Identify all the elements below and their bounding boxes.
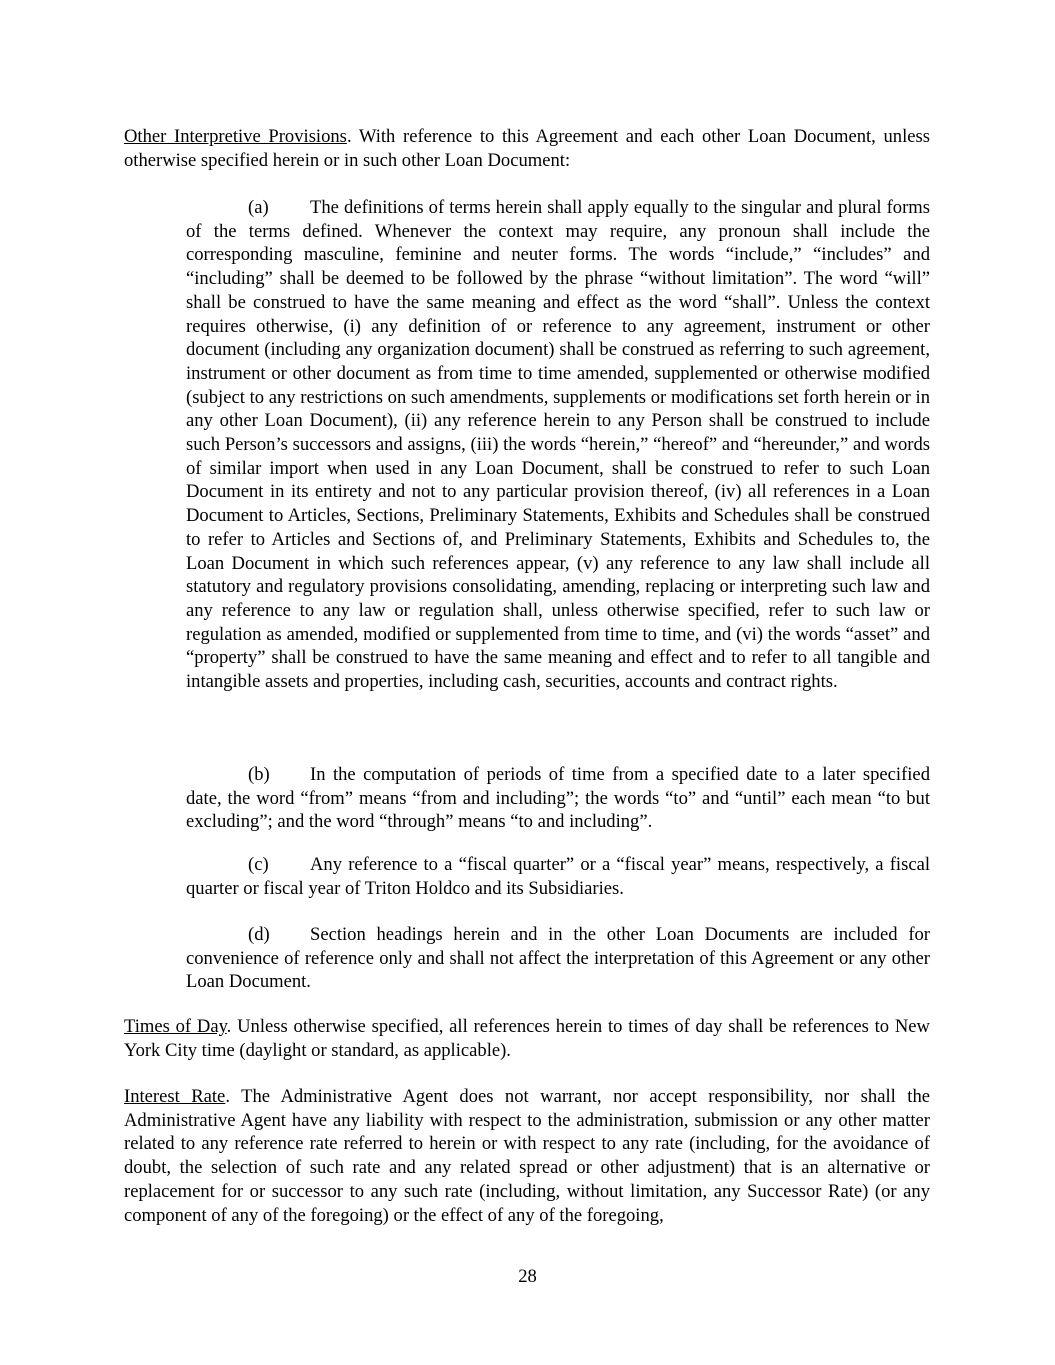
interpretive-provisions-intro: . With reference to this Agreement and each other Loan Document, unless otherwise specified herein or in such other Loan Document: [124,126,930,171]
clause-d-label: (d) [248,924,270,945]
interest-rate-heading: Interest Rate [124,1086,226,1107]
clause-c-text: Any reference to a “fiscal quarter” or a “fiscal year” means, respectively, a fiscal quarter or fiscal year of Triton Holdco and its Subsidiaries. [186,854,930,899]
clause-d [186,923,930,994]
page-number: 28 [518,1266,537,1287]
interpretive-provisions-paragraph [124,125,930,172]
clause-a [186,196,930,694]
clause-b-text: In the computation of periods of time from a specified date to a later specified date, the word “from” means “from and including”; the words “to” and “until” each mean “to but excluding”; and the word “through” means “to and including”. [186,764,930,833]
clause-b [186,763,930,834]
interest-rate-paragraph [124,1085,930,1227]
interpretive-provisions-heading: Other Interpretive Provisions [124,126,347,147]
times-of-day-paragraph [124,1015,930,1062]
times-of-day-heading: Times of Day [124,1016,227,1037]
clause-a-label: (a) [248,197,269,218]
clause-b-label: (b) [248,764,270,785]
interest-rate-text: . The Administrative Agent does not warrant, nor accept responsibility, nor shall the Administrative Agent have any liability with respect to the administration, submission or any other matter related to any reference rate referred to herein or with respect to any rate (including, for the avoidance of doubt, the selection of such rate and any related spread or other adjustment) that is an alternative or replacement for or successor to any such rate (including, without limitation, any Successor Rate) (or any component of any of the foregoing) or the effect of any of the foregoing, [124,1086,930,1226]
clause-a-text: The definitions of terms herein shall apply equally to the singular and plural forms of the terms defined. Whenever the context may require, any pronoun shall include the corresponding masculine, feminine and neuter forms. The words “include,” “includes” and “including” shall be deemed to be followed by the phrase “without limitation”. The word “will” shall be construed to have the same meaning and effect as the word “shall”. Unless the context requires otherwise, (i) any definition of or reference to any agreement, instrument or other document (including any organization document) shall be construed as referring to such agreement, instrument or other document as from time to time amended, supplemented or otherwise modified (subject to any restrictions on such amendments, supplements or modifications set forth herein or in any other Loan Document), (ii) any reference herein to any Person shall be construed to include such Person’s successors and assigns, (iii) the words “herein,” “hereof” and “hereunder,” and words of similar import when used in any Loan Document, shall be construed to refer to such Loan Document in its entirety and not to any particular provision thereof, (iv) all references in a Loan Document to Articles, Sections, Preliminary Statements, Exhibits and Schedules shall be construed to refer to Articles and Sections of, and Preliminary Statements, Exhibits and Schedules to, the Loan Document in which such references appear, (v) any reference to any law shall include all statutory and regulatory provisions consolidating, amending, replacing or interpreting such law and any reference to any law or regulation shall, unless otherwise specified, refer to such law or regulation as amended, modified or supplemented from time to time, and (vi) the words “asset” and “property” shall be construed to have the same meaning and effect and to refer to all tangible and intangible assets and properties, including cash, securities, accounts and contract rights. [186,197,930,693]
times-of-day-text: . Unless otherwise specified, all references herein to times of day shall be references to New York City time (daylight or standard, as applicable). [124,1016,930,1061]
clause-c-label: (c) [248,854,269,875]
clause-d-text: Section headings herein and in the other Loan Documents are included for convenience of reference only and shall not affect the interpretation of this Agreement or any other Loan Document. [186,924,930,993]
clause-c [186,853,930,900]
